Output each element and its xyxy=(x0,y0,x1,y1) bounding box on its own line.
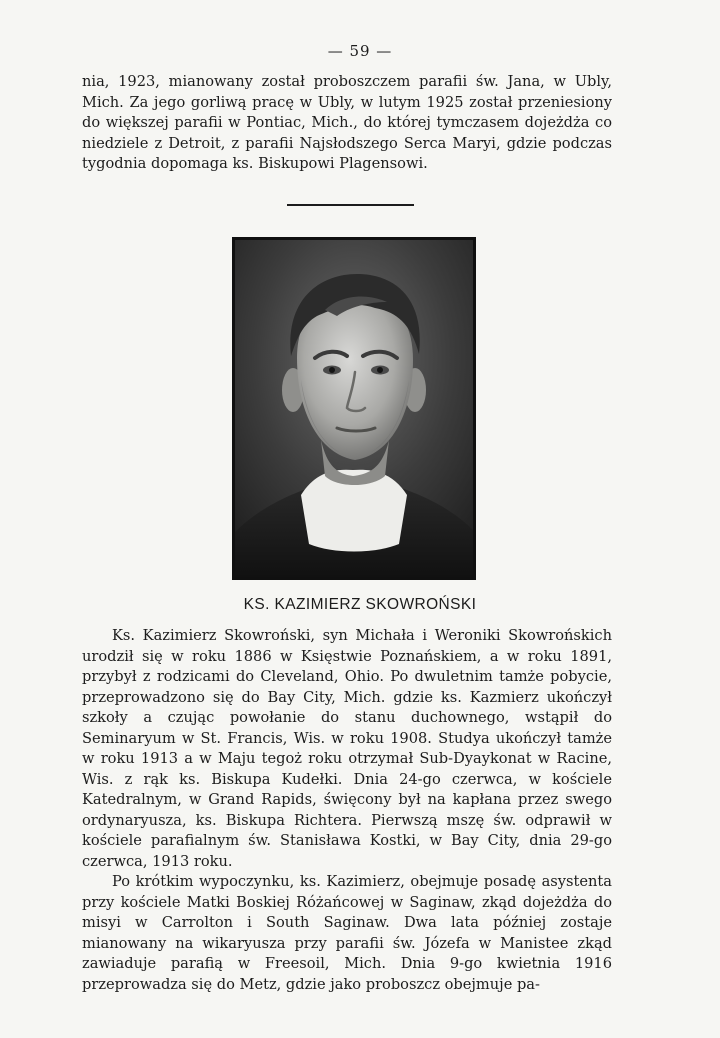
section-heading: KS. KAZIMIERZ SKOWROŃSKI xyxy=(243,596,477,613)
separator-rule xyxy=(287,204,414,206)
portrait-illustration xyxy=(235,240,473,577)
biography-paragraph: Po krótkim wypoczynku, ks. Kazimierz, obejmuje posadę asystenta przy kościele Matki Boskiej Różańcowej w Saginaw, zkąd dojeżdża do misyi w Carrolton i South Saginaw. Dwa lata później zostaje mianowany na wikaryusza przy parafii św. Józefa w Manistee zkąd zawiaduje parafią w Freesoil, Mich. Dnia 9-go kwietnia 1916 przeprowadza się do Metz, gdzie jako proboszcz obejmuje pa- xyxy=(82,873,612,993)
page-number: — 59 — xyxy=(327,42,393,60)
continued-paragraph: nia, 1923, mianowany został proboszczem parafii św. Jana, w Ubly, Mich. Za jego gorliwą pracę w Ubly, w lutym 1925 został przeniesiony do większej parafii w Pontiac, Mich., do której tymczasem dojeżdża co niedziele z Detroit, z parafii Najsłodszego Serca Maryi, gdzie podczas tygodnia dopomaga ks. Biskupowi Plagensowi. xyxy=(82,73,612,172)
portrait-photo xyxy=(232,237,476,580)
biography-block xyxy=(82,626,612,995)
continued-paragraph-block xyxy=(82,72,612,175)
biography-paragraph: Ks. Kazimierz Skowroński, syn Michała i Weroniki Skowrońskich urodził się w roku 1886 w Księstwie Poznańskiem, a w roku 1891, przybył z rodzicami do Cleveland, Ohio. Po dwuletnim tamże pobycie, przeprowadzono się do Bay City, Mich. gdzie ks. Kazmierz ukończył szkoły a czując powołanie do stanu duchownego, wstąpił do Seminaryum w St. Francis, Wis. w roku 1908. Studya ukończył tamże w roku 1913 a w Maju tegoż roku otrzymał Sub-Dyaykonat w Racine, Wis. z rąk ks. Biskupa Kudełki. Dnia 24-go czerwca, w kościele Katedralnym, w Grand Rapids, święcony był na kapłana przez swego ordynaryusza, ks. Biskupa Richtera. Pierwszą mszę św. odprawił w kościele parafialnym św. Stanisława Kostki, w Bay City, dnia 29-go czerwca, 1913 roku. xyxy=(82,627,612,870)
